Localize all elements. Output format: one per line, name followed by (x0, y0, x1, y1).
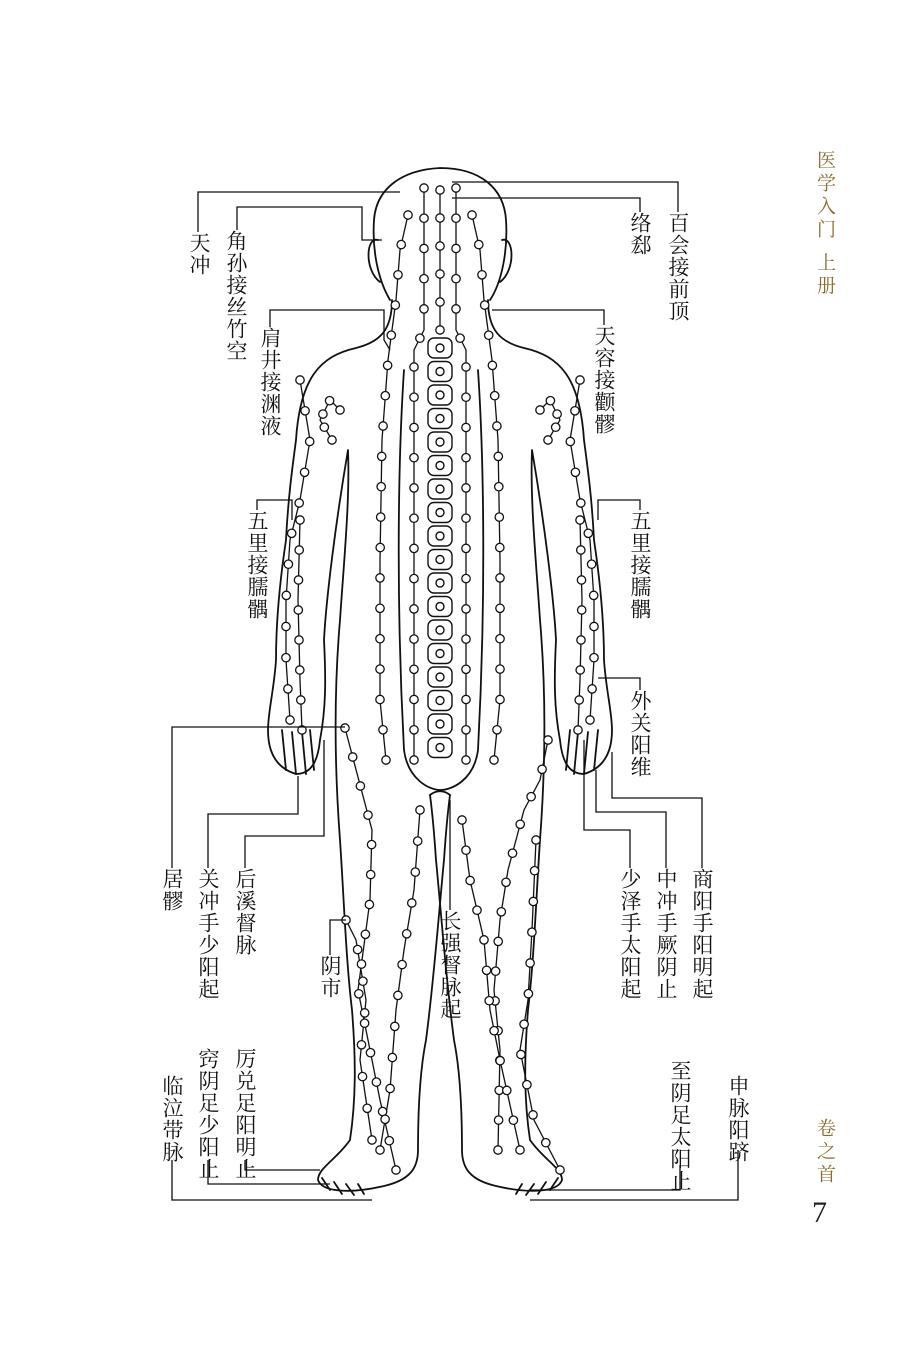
acupoint (590, 591, 598, 599)
acupoint (436, 603, 444, 611)
acupoint (488, 361, 496, 369)
acupoint (482, 966, 490, 974)
acupoint (452, 214, 460, 222)
acupoint (462, 756, 470, 764)
label-luoque: 络郄 (628, 212, 653, 256)
acupoint (364, 811, 372, 819)
acupoint (503, 1086, 511, 1094)
acupoint (452, 305, 460, 313)
acupoint (420, 244, 428, 252)
acupoint (376, 1146, 384, 1154)
acupoint (420, 305, 428, 313)
acupoint (452, 275, 460, 283)
acupoint (411, 868, 419, 876)
acupoint (478, 271, 486, 279)
acupoint (296, 666, 304, 674)
acupoint (410, 574, 418, 582)
acupoint (386, 1084, 394, 1092)
acupoint (493, 422, 501, 430)
acupoint (577, 499, 585, 507)
acupoint (436, 556, 444, 564)
acupoint (462, 846, 470, 854)
acupoint (516, 1146, 524, 1154)
label-jiaosun: 角孙接丝竹空 (224, 230, 249, 362)
acupoint (376, 665, 384, 673)
acupoint (495, 513, 503, 521)
label-tianrong: 天容接颧髎 (592, 325, 617, 435)
acupoint (296, 376, 304, 384)
acupoint (404, 211, 412, 219)
acupoint (491, 392, 499, 400)
acupoint (295, 636, 303, 644)
acupoint (496, 543, 504, 551)
acupoint (286, 716, 294, 724)
acupoint (358, 1072, 366, 1080)
acupoint (494, 1146, 502, 1154)
acupoint (356, 782, 364, 790)
acupoint (491, 967, 499, 975)
label-changqiang: 长强督脉起 (438, 910, 463, 1020)
acupoint (577, 546, 585, 554)
acupoint (387, 331, 395, 339)
acupoint (328, 436, 336, 444)
acupoint (410, 695, 418, 703)
acupoint (556, 1166, 564, 1174)
acupoint (379, 726, 387, 734)
acupoint (571, 468, 579, 476)
acupoint (436, 650, 444, 658)
running-head-section: 卷之首 (814, 1118, 836, 1187)
acupoint (282, 622, 290, 630)
acupoint (410, 423, 418, 431)
acupoint (536, 406, 544, 414)
acupoint (481, 301, 489, 309)
label-baihui: 百会接前顶 (666, 212, 691, 322)
acupoint (538, 765, 546, 773)
acupoint (542, 1139, 550, 1147)
acupoint (436, 186, 444, 194)
acupoint (376, 635, 384, 643)
acupoint (410, 484, 418, 492)
acupoint (295, 499, 303, 507)
label-zhongchong: 中冲手厥阴止 (654, 868, 679, 1000)
acupoint (282, 591, 290, 599)
acupoint (357, 1041, 365, 1049)
acupoint (359, 977, 367, 985)
acupoint (546, 397, 554, 405)
acupoint (410, 363, 418, 371)
acupoint (571, 407, 579, 415)
acupoint (394, 991, 402, 999)
acupoint (410, 665, 418, 673)
acupoint (436, 415, 444, 423)
acupoint (385, 1137, 393, 1145)
acupoint (462, 665, 470, 673)
acupoint (590, 622, 598, 630)
acupoint (363, 1104, 371, 1112)
acupoint (496, 695, 504, 703)
acupoint (529, 1111, 537, 1119)
acupoint (462, 363, 470, 371)
acupoint (301, 407, 309, 415)
acupoint (392, 1166, 400, 1174)
acupoint (578, 606, 586, 614)
acupoint (436, 326, 444, 334)
acupoint (366, 1049, 374, 1057)
label-shenmai: 申脉阳跻 (726, 1075, 751, 1163)
acupoint (456, 334, 464, 342)
acupoint (436, 462, 444, 470)
acupoint (462, 695, 470, 703)
acupoint (462, 635, 470, 643)
acupoint (398, 960, 406, 968)
acupoint (527, 793, 535, 801)
acupoint (462, 544, 470, 552)
acupoint (462, 574, 470, 582)
acupoint (553, 410, 561, 418)
acupoint (436, 391, 444, 399)
acupoint (436, 579, 444, 587)
acupoint (397, 240, 405, 248)
acupoint (532, 836, 540, 844)
acupoint (436, 242, 444, 250)
acupoint (341, 724, 349, 732)
acupoint (575, 696, 583, 704)
acupoint (485, 331, 493, 339)
acupoint (590, 654, 598, 662)
acupoint (320, 423, 328, 431)
acupoint (300, 468, 308, 476)
acupoint (526, 959, 534, 967)
acupoint (584, 529, 592, 537)
acupoint (381, 392, 389, 400)
acupoint (436, 744, 444, 752)
acupoint (410, 454, 418, 462)
label-wuli-right: 五里接臑髃 (628, 510, 653, 620)
acupoint (509, 1116, 517, 1124)
acupoint (361, 930, 369, 938)
label-yinshi: 阴市 (318, 955, 343, 999)
acupoint (516, 820, 524, 828)
acupoint (376, 604, 384, 612)
acupoint (517, 1050, 525, 1058)
acupoint (436, 532, 444, 540)
label-lidui: 厉兑足阳明止 (233, 1048, 258, 1180)
acupoint (349, 753, 357, 761)
acupoint (493, 726, 501, 734)
acupoint (378, 452, 386, 460)
acupoint (436, 368, 444, 376)
acupoint (436, 626, 444, 634)
label-waiguan: 外关阳维 (628, 690, 653, 778)
page-number: 7 (812, 1196, 827, 1229)
acupoint (288, 529, 296, 537)
acupoint (414, 837, 422, 845)
acupoint (365, 900, 373, 908)
acupoint (523, 1081, 531, 1089)
acupoint (436, 673, 444, 681)
acupoint (295, 546, 303, 554)
acupoint (416, 334, 424, 342)
acupoint (376, 574, 384, 582)
acupoint (391, 301, 399, 309)
label-tianchong: 天冲 (187, 232, 212, 276)
acupoint (408, 899, 416, 907)
acupoint (377, 513, 385, 521)
acupoint (436, 270, 444, 278)
acupoint (587, 560, 595, 568)
acupoint (383, 361, 391, 369)
acupoint (544, 436, 552, 444)
acupoint (367, 870, 375, 878)
acupoint (355, 990, 363, 998)
acupoint (480, 936, 488, 944)
acupoint (552, 423, 560, 431)
label-jianjing: 肩井接渊液 (258, 327, 283, 437)
acupoint (577, 576, 585, 584)
label-shangyang: 商阳手阳明起 (690, 868, 715, 1000)
acupoint (496, 604, 504, 612)
acupoint (319, 410, 327, 418)
acupoint (294, 606, 302, 614)
acupoint (544, 736, 552, 744)
acupoint (436, 485, 444, 493)
acupoint (530, 867, 538, 875)
label-wuli-left: 五里接臑髃 (245, 510, 270, 620)
acupoint (462, 423, 470, 431)
acupoint (436, 438, 444, 446)
acupoint (377, 483, 385, 491)
acupoint (282, 654, 290, 662)
acupoint (462, 514, 470, 522)
acupoint (496, 574, 504, 582)
acupoint (368, 1136, 376, 1144)
acupoint (372, 1078, 380, 1086)
acupoint (378, 1107, 386, 1115)
acupoint (376, 695, 384, 703)
acupoint (360, 1019, 368, 1027)
acupoint (436, 344, 444, 352)
acupoint (403, 930, 411, 938)
acupoint (416, 806, 424, 814)
label-juliao: 居髎 (160, 868, 185, 912)
label-qiaoyin: 窍阴足少阳止 (196, 1048, 221, 1180)
acupoint (357, 960, 365, 968)
acupoint (361, 1009, 369, 1017)
acupoint (284, 560, 292, 568)
acupoint (468, 211, 476, 219)
label-houxi: 后溪督脉 (233, 868, 258, 956)
acupoint (436, 509, 444, 517)
acupoint (462, 605, 470, 613)
acupoint (353, 945, 361, 953)
acupoint (336, 406, 344, 414)
acupoint (294, 576, 302, 584)
acupoint (494, 1116, 502, 1124)
acupoint (520, 1020, 528, 1028)
acupoint (462, 393, 470, 401)
acupoint (586, 716, 594, 724)
acupoint (436, 697, 444, 705)
acupoint (306, 437, 314, 445)
acupoint (452, 244, 460, 252)
acupoint (410, 635, 418, 643)
acupoint (490, 1027, 498, 1035)
acupoint (391, 1022, 399, 1030)
acupoint (496, 1057, 504, 1065)
acupoint (576, 516, 584, 524)
acupoint (494, 937, 502, 945)
acupoint (436, 298, 444, 306)
acupoint (394, 271, 402, 279)
label-shaoze: 少泽手太阳起 (618, 868, 643, 1000)
acupoint (420, 214, 428, 222)
acupoint (376, 543, 384, 551)
acupoint (490, 756, 498, 764)
acupoint (494, 452, 502, 460)
acupoint (495, 483, 503, 491)
acupoint (588, 685, 596, 693)
acupoint (574, 726, 582, 734)
acupoint (576, 376, 584, 384)
acupoint (577, 636, 585, 644)
acupoint (497, 908, 505, 916)
label-lindai: 临泣带脉 (160, 1075, 185, 1163)
acupoint (496, 635, 504, 643)
acupoint (381, 1115, 389, 1123)
acupoint (529, 897, 537, 905)
acupoint (502, 878, 510, 886)
acupoint (473, 906, 481, 914)
acupoint (508, 849, 516, 857)
acupoint (576, 666, 584, 674)
acupoint (462, 484, 470, 492)
acupoint (420, 184, 428, 192)
acupoint (420, 275, 428, 283)
acupoint (524, 990, 532, 998)
acupoint (458, 816, 466, 824)
acupoint (382, 756, 390, 764)
acupoint (367, 840, 375, 848)
spine-vertebrae (428, 338, 452, 758)
acupoint (410, 756, 418, 764)
acupoint (297, 696, 305, 704)
acupoint (466, 876, 474, 884)
acupoint (436, 214, 444, 222)
acupoint (410, 726, 418, 734)
acupoint (566, 437, 574, 445)
acupoint (388, 1053, 396, 1061)
acupoint (410, 393, 418, 401)
acupoint (410, 514, 418, 522)
acupoint (475, 240, 483, 248)
acupoint (284, 685, 292, 693)
acupoint (379, 422, 387, 430)
acupoint (485, 997, 493, 1005)
acupoint (462, 726, 470, 734)
acupoint (410, 544, 418, 552)
acupoint (436, 720, 444, 728)
label-zhiyin: 至阴足太阳止 (668, 1060, 693, 1192)
acupoint (325, 397, 333, 405)
acupoint (410, 605, 418, 613)
acupoint (452, 184, 460, 192)
acupoint (462, 454, 470, 462)
acupoint (296, 516, 304, 524)
acupoint (528, 928, 536, 936)
acupoint (496, 665, 504, 673)
label-guanchong: 关冲手少阳起 (196, 868, 221, 1000)
running-head-title: 医学入门 上册 (814, 150, 836, 299)
